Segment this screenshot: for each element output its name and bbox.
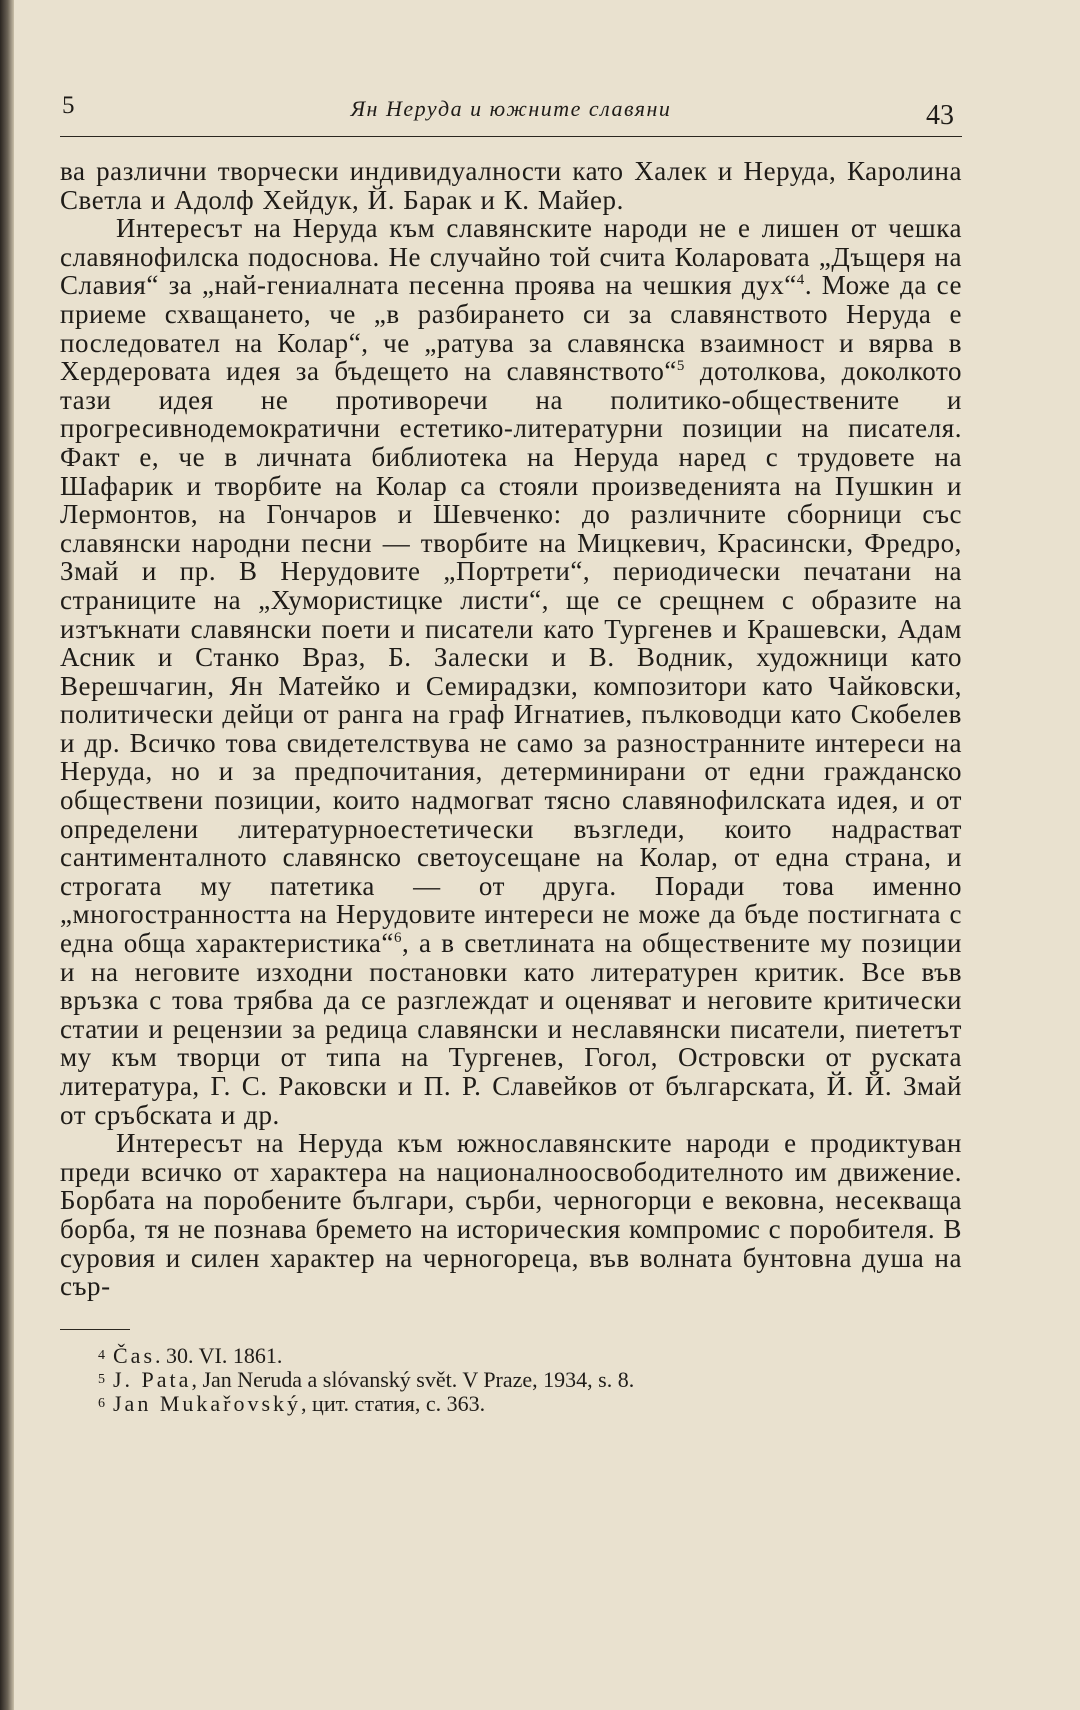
footnote-separator [60, 1329, 130, 1330]
paragraph-1: ва различни творчески индивидуалности като Халек и Неруда, Каролина Светла и Адолф Хейдук, Й. Барак и К. Майер. [60, 156, 962, 215]
footnote-number: 4 [98, 1347, 105, 1363]
footnote-ref-4[interactable]: 4 [796, 272, 805, 289]
footnote-text: . 30. VI. 1861. [155, 1342, 283, 1368]
footnote-author: J. Pata [113, 1366, 192, 1392]
footnote-item [98, 1392, 962, 1416]
running-header [60, 84, 962, 137]
footnote-text: , цит. статия, с. 363. [301, 1390, 486, 1416]
footnote-ref-5[interactable]: 5 [676, 358, 685, 375]
footnote-item [98, 1368, 962, 1392]
footnote-number: 5 [98, 1371, 105, 1387]
running-title: Ян Неруда и южните славяни [350, 96, 672, 121]
footnote-text: , Jan Neruda a slóvanský svět. V Praze, 1934, s. 8. [191, 1366, 635, 1392]
footnote-author: Jan Mukařovský [113, 1390, 302, 1416]
paragraph-2-part-4: , а в светлината на обществените му позиции и на неговите изходни постановки като литературен критик. Все във връзка с това трябва да се разглеждат и оценяват и неговите критически статии и рецензии за редица славянски и неславянски писатели, пиететът му към творци от типа на Тургенев, Гогол, Островски от руската литература, Г. С. Раковски и П. Р. Славейков от българската, Й. Й. Змай от сръбската и др. [60, 928, 962, 1130]
paragraph-2 [60, 214, 962, 1129]
footnote-item [98, 1344, 962, 1368]
book-binding-edge [0, 0, 14, 1710]
signature-mark: 5 [62, 92, 75, 119]
paragraph-3: Интересът на Неруда към южнославянските народи е продиктуван преди всичко от характера на националноосвободителното им движение. Борбата на поробените българи, сърби, черногорци е вековна, несекваща борба, тя не познава бремето на историческия компромис с поробителя. В суровия и силен характер на черногореца, във волната бунтовна душа на сър- [60, 1128, 962, 1302]
book-page [60, 84, 962, 1416]
paragraph-2-part-1: Интересът на Неруда към славянските народи не е лишен от чешка славянофилска подоснова. Не случайно той счита Коларовата „Дъщеря на Славия“ за „най-гениалната песенна проява на чешкия дух“ [60, 213, 962, 301]
paragraph-2-part-3: дотолкова, доколкото тази идея не противоречи на политико-обществените и прогресивнодемократични естетико-литературни позиции на писателя. Факт е, че в личната библиотека на Неруда наред с трудовете на Шафарик и творбите на Колар са стояли произведенията на Пушкин и Лермонтов, на Гончаров и Шевченко: до различните сборници със славянски народни песни — творбите на Мицкевич, Красински, Фредро, Змай и пр. В Нерудовите „Портрети“, периодически печатани на страниците на „Хумористицке листи“, ще се срещнем с образите на изтъкнати славянски поети и писатели като Тургенев и Крашевски, Адам Асник и Станко Враз, Б. Залески и В. Водник, художници като Верешчагин, Ян Матейко и Семирадзки, композитори като Чайковски, политически дейци от ранга на граф Игнатиев, пълководци като Скобелев и др. Всичко това свидетелствува не само за разностранните интереси на Неруда, но и за предпочитания, детерминирани от едни гражданско обществени позиции, които надмогват тясно славянофилската идея, и от определени литературноестетически възгледи, които надрастват сантименталното славянско светоусещане на Колар, от една страна, и строгата му патетика — от друга. Поради това именно „многостранността на Нерудовите интереси не може да бъде постигната с една обща характеристика“ [60, 356, 962, 959]
body-text [60, 157, 962, 1301]
page-number: 43 [926, 100, 954, 131]
footnote-number: 6 [98, 1395, 105, 1411]
paragraph-2-part-2: . Може да се приеме схващането, че „в разбирането си за славянството Неруда е последовател на Колар“, че „ратува за славянска взаимност и вярва в Хердеровата идея за бъдещето на славянството“ [60, 270, 962, 387]
footnote-author: Čas [113, 1342, 155, 1368]
footnote-ref-6[interactable]: 6 [393, 930, 402, 947]
footnotes [60, 1344, 962, 1416]
